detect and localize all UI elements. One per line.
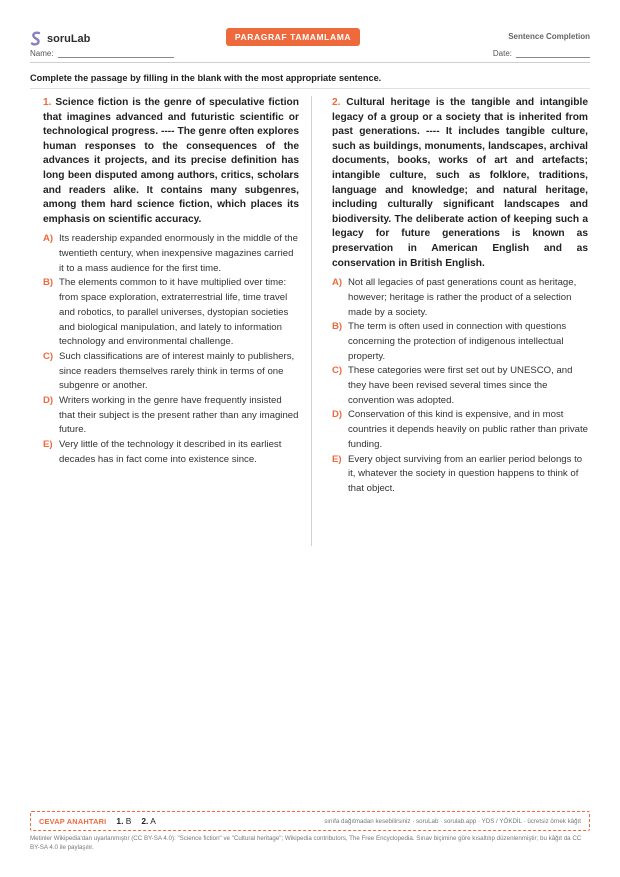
option-text: The elements common to it have multiplied over time: from space exploration, extraterrestrial life, time travel and robotics, to parallel universes, dystopian societies and biological manipulation, and lately to information technology and environmental challenge. bbox=[59, 277, 289, 348]
option-text: Such classifications are of interest mainly to publishers, since readers themselves rarely think in terms of one subgenre or another. bbox=[59, 350, 295, 392]
option-letter: A) bbox=[43, 233, 54, 245]
option-a[interactable] bbox=[332, 276, 588, 320]
option-e[interactable] bbox=[43, 438, 299, 467]
option-text: Very little of the technology it described in its earliest decades has in fact come into existence since. bbox=[59, 439, 282, 465]
answer-num: 1. bbox=[116, 816, 124, 826]
option-a[interactable] bbox=[43, 232, 299, 276]
option-letter: C) bbox=[332, 365, 343, 377]
section-title: Sentence Completion bbox=[508, 32, 590, 41]
option-text: Writers working in the genre have frequently insisted that their subject is the present rather than any imagined future. bbox=[59, 395, 299, 436]
option-text: Its readership expanded enormously in the middle of the twentieth century, when inexpensive magazines carried it to a mass audience for the first time. bbox=[59, 233, 298, 274]
license-footer: Metinler Wikipedia'dan uyarlanmıştır (CC BY-SA 4.0): "Science fiction" ve "Cultural heritage"; Wikipedia contributors, The Free Encyclopedia. Sınav biçimine göre kısaltılıp düzenlenmiştir; bu kâğıt da CC BY-SA 4.0 ile paylaşılır. bbox=[30, 835, 582, 852]
option-text: Every object surviving from an earlier period belongs to it, whatever the society in question happens to think of that object. bbox=[348, 453, 583, 494]
option-c[interactable] bbox=[43, 350, 299, 394]
answer-key-label: CEVAP ANAHTARI bbox=[39, 816, 107, 826]
question-number: 2. bbox=[332, 97, 341, 108]
option-letter: B) bbox=[43, 277, 54, 289]
answer-num: 2. bbox=[141, 816, 149, 826]
option-text: These categories were first set out by UNESCO, and they have been revised several times since the convention was adopted. bbox=[348, 365, 573, 406]
answer-key-note: sınıfa dağıtmadan kesebilirsiniz · soruLab · sorulab.app · YDS / YÖKDİL · ücretsiz örnek kâğıt bbox=[324, 817, 581, 825]
date-label: Date: bbox=[492, 49, 512, 58]
answer-key bbox=[30, 811, 590, 831]
option-e[interactable] bbox=[332, 453, 588, 497]
option-list bbox=[332, 276, 588, 497]
option-letter: D) bbox=[43, 395, 54, 407]
option-b[interactable] bbox=[332, 320, 588, 364]
sorulab-logo-icon bbox=[30, 31, 42, 46]
option-letter: D) bbox=[332, 409, 343, 421]
option-text: Conservation of this kind is expensive, and in most countries it depends heavily on public rather than private funding. bbox=[348, 409, 588, 450]
question-2 bbox=[332, 96, 588, 497]
question-passage bbox=[332, 96, 588, 271]
option-d[interactable] bbox=[43, 394, 299, 438]
option-c[interactable] bbox=[332, 364, 588, 408]
passage-text: Cultural heritage is the tangible and intangible legacy of a group or a society that is inherited from past generations. ---- It includes tangible culture, such as buildings, monuments, landscapes, archival documents, books, works of art and artefacts; intangible culture, such as folklore, traditions, language and knowledge; and natural heritage, including culturally significant landscapes and biodiversity. The deliberate action of keeping such a legacy for future generations is known as preservation in American English and as conservation in British English. bbox=[332, 97, 588, 269]
option-list bbox=[43, 232, 299, 467]
brand-logo bbox=[30, 31, 90, 46]
answer-key-item bbox=[116, 816, 131, 826]
instruction-divider bbox=[30, 88, 590, 89]
name-field[interactable] bbox=[30, 49, 174, 58]
option-letter: E) bbox=[332, 453, 342, 465]
option-b[interactable] bbox=[43, 276, 299, 350]
option-letter: B) bbox=[332, 321, 343, 333]
question-1 bbox=[43, 96, 299, 468]
section-badge: PARAGRAF TAMAMLAMA bbox=[226, 28, 360, 46]
column-divider bbox=[311, 96, 312, 546]
name-label: Name: bbox=[30, 49, 54, 58]
option-letter: A) bbox=[332, 277, 343, 289]
option-letter: E) bbox=[43, 439, 53, 451]
answer-key-item bbox=[141, 816, 155, 826]
option-letter: C) bbox=[43, 350, 54, 362]
option-d[interactable] bbox=[332, 408, 588, 452]
brand-name: soruLab bbox=[47, 32, 91, 45]
option-text: Not all legacies of past generations count as heritage, however; heritage is rather the product of a selection made by a society. bbox=[348, 277, 577, 318]
option-text: The term is often used in connection with questions concerning the protection of indigenous intellectual property. bbox=[348, 321, 567, 362]
answer-value: A bbox=[150, 816, 156, 826]
instruction-text: Complete the passage by filling in the blank with the most appropriate sentence. bbox=[30, 73, 382, 83]
question-passage bbox=[43, 96, 299, 227]
date-blank[interactable] bbox=[516, 49, 590, 58]
answer-value: B bbox=[125, 816, 132, 826]
name-blank[interactable] bbox=[58, 49, 174, 58]
header-divider bbox=[30, 62, 590, 63]
date-field[interactable] bbox=[493, 49, 590, 58]
question-number: 1. bbox=[43, 97, 52, 108]
passage-text: Science fiction is the genre of speculative fiction that imagines advanced and futuristic scientific or technological progress. ---- The genre often explores human responses to the consequences of the advances it projects, and its precise definition has long been disputed among authors, critics, scholars and readers alike. It contains many subgenres, among them hard science fiction, which places its emphasis on scientific accuracy. bbox=[43, 97, 299, 225]
